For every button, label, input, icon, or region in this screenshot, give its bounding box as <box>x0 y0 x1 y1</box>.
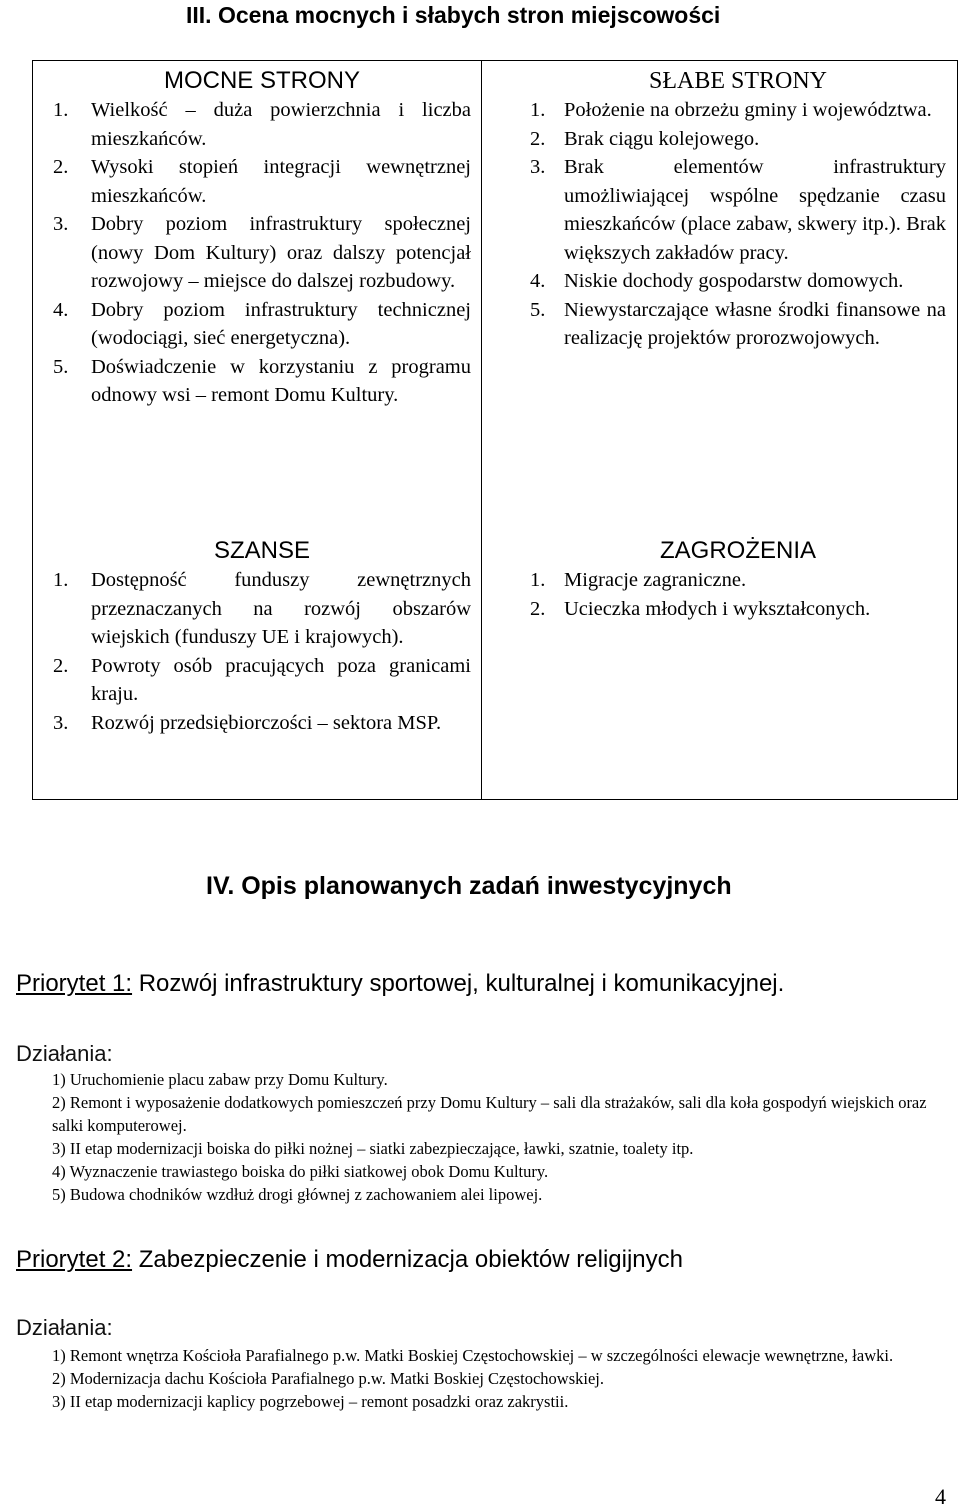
threats-cell <box>530 536 946 623</box>
item-text: Niewystarczające własne środki finansowe na realizację projektów prorozwojowych. <box>564 298 946 349</box>
table-divider <box>481 61 482 799</box>
item-text: Doświadczenie w korzystaniu z programu odnowy wsi – remont Domu Kultury. <box>91 355 471 406</box>
opportunities-cell <box>53 536 471 737</box>
item-number: 1. <box>530 569 546 591</box>
item-number: 3. <box>53 711 69 734</box>
priority-1-actions-list <box>52 1068 947 1206</box>
item-number: 1. <box>53 569 69 591</box>
item-text: Dobry poziom infrastruktury społecznej (nowy Dom Kultury) oraz dalszy potencjał rozwojowy – miejsce do dalszej rozbudowy. <box>91 213 471 292</box>
item-text: Brak ciągu kolejowego. <box>564 127 760 150</box>
priority-2-label: Priorytet 2: <box>16 1246 133 1273</box>
item-number: 5. <box>530 298 546 321</box>
list-item: 2) Remont i wyposażenie dodatkowych pomieszczeń przy Domu Kultury – sali dla strażaków, sali dla koła gospodyń wiejskich oraz salki komputerowej. <box>52 1093 927 1135</box>
swot-table <box>32 60 958 800</box>
item-text: Wysoki stopień integracji wewnętrznej mieszkańców. <box>91 156 471 207</box>
priority-2-actions-list <box>52 1344 947 1413</box>
list-item <box>530 595 946 624</box>
item-number: 1. <box>53 99 69 121</box>
priority-1-label: Priorytet 1: <box>16 970 133 997</box>
item-text: Niskie dochody gospodarstw domowych. <box>564 270 904 292</box>
list-item <box>53 566 471 652</box>
list-item: 1) Remont wnętrza Kościoła Parafialnego p.w. Matki Boskiej Częstochowskiej – w szczególności elewacje wewnętrzne, ławki. <box>52 1346 894 1365</box>
priority-1-actions-heading: Działania: <box>16 1041 113 1066</box>
item-text: Brak elementów infrastruktury umożliwiającej wspólne spędzanie czasu mieszkańców (place zabaw, skwery itp.). Brak większych zakładów pracy. <box>564 156 946 264</box>
item-number: 3. <box>530 156 546 178</box>
priority-2-actions-heading: Działania: <box>16 1315 113 1340</box>
list-item <box>53 652 471 709</box>
list-item <box>53 296 471 353</box>
priority-2-heading <box>16 1244 683 1276</box>
list-item: 2) Modernizacja dachu Kościoła Parafialnego p.w. Matki Boskiej Częstochowskiej. <box>52 1369 604 1388</box>
list-item: 4) Wyznaczenie trawiastego boiska do piłki siatkowej obok Domu Kultury. <box>52 1162 549 1181</box>
item-number: 2. <box>530 127 546 150</box>
priority-2-text: Zabezpieczenie i modernizacja obiektów religijnych <box>132 1246 683 1273</box>
list-item: 3) II etap modernizacji boiska do piłki nożnej – siatki zabezpieczające, ławki, szatnie, toalety itp. <box>52 1139 694 1158</box>
section-3-title: III. Ocena mocnych i słabych stron miejscowości <box>186 2 721 28</box>
item-number: 1. <box>530 99 546 121</box>
list-item <box>530 125 946 154</box>
opportunities-heading: SZANSE <box>213 537 311 564</box>
list-item <box>53 96 471 153</box>
item-number: 4. <box>530 270 546 292</box>
item-text: Rozwój przedsiębiorczości – sektora MSP. <box>91 711 442 734</box>
item-number: 2. <box>53 654 69 677</box>
item-number: 4. <box>53 298 69 321</box>
item-text: Dobry poziom infrastruktury technicznej (wodociągi, sieć energetyczna). <box>91 298 471 349</box>
item-text: Migracje zagraniczne. <box>564 569 747 591</box>
list-item <box>530 566 946 595</box>
priority-1-text: Rozwój infrastruktury sportowej, kulturalnej i komunikacyjnej. <box>132 970 785 997</box>
strengths-heading: MOCNE STRONY <box>163 67 360 94</box>
list-item <box>530 296 946 353</box>
list-item <box>53 153 471 210</box>
weaknesses-heading: SŁABE STRONY <box>648 68 828 94</box>
item-text: Ucieczka młodych i wykształconych. <box>564 597 871 620</box>
list-item <box>53 210 471 296</box>
list-item: 1) Uruchomienie placu zabaw przy Domu Kultury. <box>52 1070 388 1089</box>
item-text: Wielkość – duża powierzchnia i liczba mieszkańców. <box>91 99 471 150</box>
item-text: Położenie na obrzeżu gminy i województwa. <box>564 99 932 121</box>
list-item: 5) Budowa chodników wzdłuż drogi głównej z zachowaniem alei lipowej. <box>52 1185 543 1204</box>
priority-1-heading <box>16 968 784 1000</box>
page-number: 4 <box>935 1484 946 1509</box>
list-item <box>53 353 471 410</box>
list-item <box>530 96 946 125</box>
item-number: 3. <box>53 213 69 235</box>
weaknesses-cell <box>530 66 946 353</box>
item-text: Dostępność funduszy zewnętrznych przeznaczanych na rozwój obszarów wiejskich (funduszy UE i krajowych). <box>91 569 471 648</box>
item-number: 5. <box>53 355 69 378</box>
list-item: 3) II etap modernizacji kaplicy pogrzebowej – remont posadzki oraz zakrystii. <box>52 1392 569 1411</box>
strengths-cell <box>53 66 471 410</box>
item-text: Powroty osób pracujących poza granicami kraju. <box>91 654 471 705</box>
threats-heading: ZAGROŻENIA <box>659 537 816 564</box>
list-item <box>53 709 471 738</box>
item-number: 2. <box>53 156 69 178</box>
list-item <box>530 153 946 267</box>
item-number: 2. <box>530 597 546 620</box>
list-item <box>530 267 946 296</box>
section-4-title: IV. Opis planowanych zadań inwestycyjnych <box>206 872 732 900</box>
